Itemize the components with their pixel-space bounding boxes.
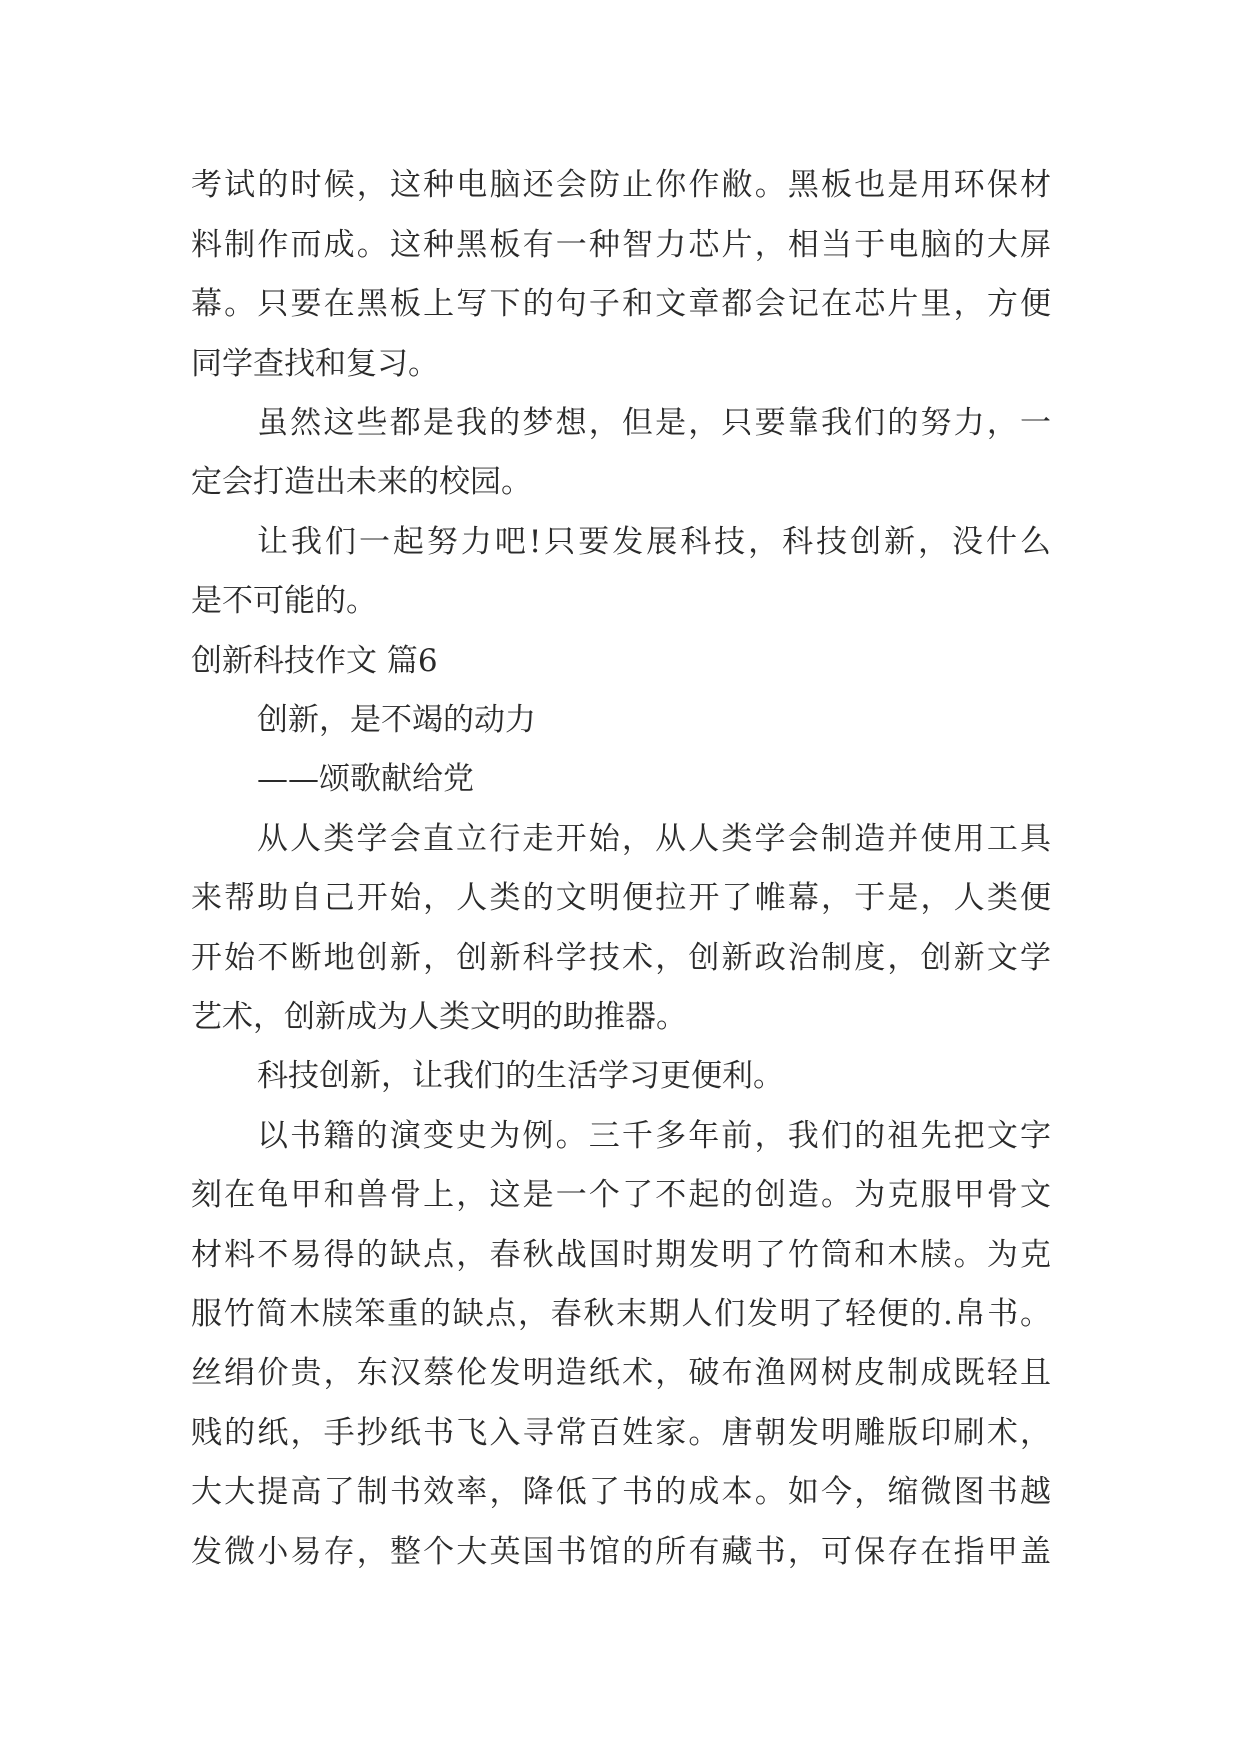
body-text-line: 刻在龟甲和兽骨上，这是一个了不起的创造。为克服甲骨文 (191, 1177, 1051, 1213)
body-text-line: 发微小易存，整个大英国书馆的所有藏书，可保存在指甲盖 (191, 1534, 1051, 1570)
body-text-line: 艺术，创新成为人类文明的助推器。 (191, 999, 687, 1035)
body-text-line: 考试的时候，这种电脑还会防止你作敝。黑板也是用环保材 (191, 167, 1051, 203)
body-text-line: 科技创新，让我们的生活学习更便利。 (257, 1058, 784, 1094)
body-text-line: 定会打造出未来的校园。 (191, 464, 532, 500)
body-text-line: 让我们一起努力吧!只要发展科技，科技创新，没什么 (257, 524, 1051, 560)
essay-subtitle: ——颂歌献给党 (257, 761, 474, 797)
body-text-line: 虽然这些都是我的梦想，但是，只要靠我们的努力，一 (257, 405, 1051, 441)
body-text-line: 从人类学会直立行走开始，从人类学会制造并使用工具 (257, 821, 1051, 857)
essay-title: 创新，是不竭的动力 (257, 702, 536, 738)
body-text-line: 开始不断地创新，创新科学技术，创新政治制度，创新文学 (191, 940, 1051, 976)
body-text-line: 贱的纸，手抄纸书飞入寻常百姓家。唐朝发明雕版印刷术， (191, 1415, 1051, 1451)
body-text-line: 材料不易得的缺点，春秋战国时期发明了竹筒和木牍。为克 (191, 1237, 1051, 1273)
body-text-line: 服竹简木牍笨重的缺点，春秋末期人们发明了轻便的.帛书。 (191, 1296, 1051, 1332)
body-text-line: 料制作而成。这种黑板有一种智力芯片，相当于电脑的大屏 (191, 227, 1051, 263)
body-text-line: 丝绢价贵，东汉蔡伦发明造纸术，破布渔网树皮制成既轻且 (191, 1355, 1051, 1391)
body-text-line: 幕。只要在黑板上写下的句子和文章都会记在芯片里，方便 (191, 286, 1051, 322)
body-text-line: 同学查找和复习。 (191, 346, 439, 382)
body-text-line: 是不可能的。 (191, 583, 377, 619)
body-text-line: 大大提高了制书效率，降低了书的成本。如今，缩微图书越 (191, 1474, 1051, 1510)
body-text-line: 来帮助自己开始，人类的文明便拉开了帷幕，于是，人类便 (191, 880, 1051, 916)
section-heading: 创新科技作文 篇6 (191, 643, 438, 679)
body-text-line: 以书籍的演变史为例。三千多年前，我们的祖先把文字 (257, 1118, 1051, 1154)
